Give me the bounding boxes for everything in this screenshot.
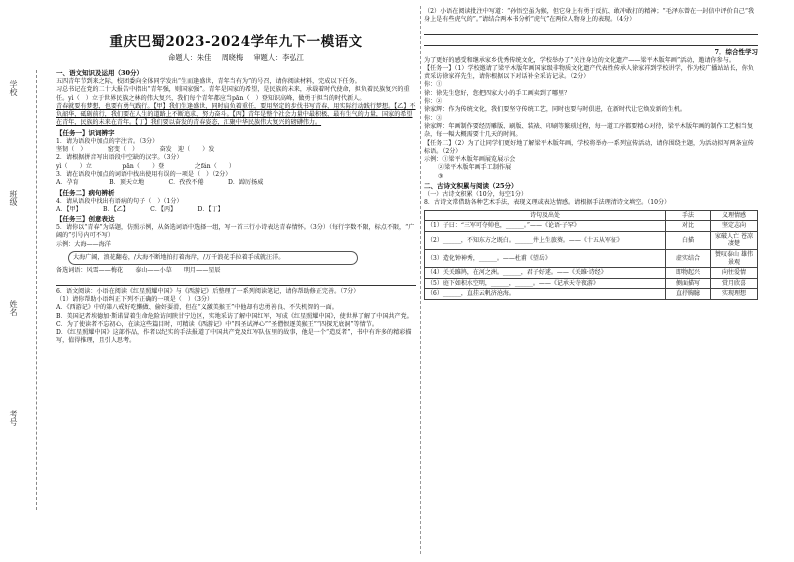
row-method: 对比	[666, 221, 711, 232]
q1: 1．请为语段中加点的字注音。（3分）	[56, 137, 159, 145]
row-feeling: 赞叹泰山 雄伟景观	[711, 250, 758, 268]
binding-strip	[6, 70, 42, 510]
binding-label-number: 考号	[9, 410, 18, 426]
table-row	[425, 231, 758, 249]
row-method: 白描	[666, 231, 711, 249]
q7-task2: 【任务二】（2）为了让同学们更好地了解梁平木版年画，学校将举办一系列宣传活动，请你围绕主题，为活动拟写两条宣传标语。（2分）	[424, 139, 754, 155]
dialog-xu-1: 徐：徐先生您好，您把四家大小的手工画卖到了哪里？	[424, 89, 571, 97]
table-row	[425, 289, 758, 300]
binding-label-name: 姓名	[9, 300, 18, 316]
q7-title: 7．综合性学习	[714, 47, 758, 56]
poem-table-header	[425, 210, 758, 221]
q6-option-d[interactable]: D．《红星照耀中国》这部作品，作者以纪实的手法报道了中国共产党及红军队伍里的故事，他是一个“造反者”，书中有许多的精彩描写，值得推理，且引人思考。	[56, 329, 412, 345]
intro-paragraph-3: 青春就要有梦想，也要有勇气践行。【甲】我们生逢盛世，同时肩负着重任，要用坚定的步伐书写青春，用实际行动践行梦想。【乙】不负韶华，砥砺前行，我们要在人生的道路上不断追求、努力奋斗。【丙】青年是整个社会力量中最积极、最有生气的力量，国家的希望在青年，民族的未来在青年。【丁】我们要以奋发的青春姿态，汇聚中华民族伟大复兴的磅礴伟力。	[56, 102, 416, 127]
task1-heading: 【任务一】识词辨字	[56, 128, 115, 137]
dialog-you-2[interactable]: 你：②	[424, 98, 443, 106]
answer-line-q6-1[interactable]	[424, 26, 758, 35]
answer-line-q6-2[interactable]	[424, 37, 758, 46]
section2-title: 二、古诗文积累与阅读（25分）	[424, 182, 518, 191]
row-text[interactable]: （2）______，不知东方之既白。______井上生旅葵。——《十五从军征》	[425, 231, 666, 249]
answer-line-q5[interactable]	[56, 277, 416, 286]
section1-title: 一、语文知识及运用（30分）	[56, 69, 144, 77]
header-method: 手法	[666, 210, 711, 221]
q3: 3．请在语段中加点的词语中找出使用有误的一项是（ ）（2分）	[56, 170, 232, 178]
dialog-you-1[interactable]: 你：①	[424, 81, 443, 89]
q2: 2．请根据拼音写出语段中空缺的汉字。（3分）	[56, 154, 183, 162]
example-label: 示例：大海——海洋	[56, 240, 111, 248]
row-feeling: 向往爱情	[711, 268, 758, 279]
row-text[interactable]: （1）子曰：“三军可夺帅也，______。”——《论语·子罕》	[425, 221, 666, 232]
slogan-example-intro: 示例：①梁平木版年画展览展示会	[424, 156, 516, 164]
slogan-example-2: ②梁平木版年画手工制作展	[438, 164, 512, 172]
row-text[interactable]: （3）造化钟神秀，______。——杜甫《望岳》	[425, 250, 666, 268]
section2-sub1: （一）古诗文积累（10分，每空1分）	[424, 191, 528, 199]
q2-options[interactable]: yì（ ）立 pān（ ）登 之fán（ ）	[56, 162, 236, 170]
left-column	[56, 8, 416, 346]
table-row	[425, 268, 758, 279]
row-text[interactable]: （4）关关雎鸠，在河之洲。______，君子好逑。——《关雎·诗经》	[425, 268, 666, 279]
author-1: 命题人：朱佳	[168, 53, 212, 62]
slogan-example-3[interactable]: ③	[438, 172, 444, 180]
row-method: 即物起兴	[666, 268, 711, 279]
row-text[interactable]: （5）庭下如积水空明，______，______。——《记承天寺夜游》	[425, 278, 666, 289]
binding-label-school: 学校	[9, 80, 18, 96]
row-method: 直抒胸臆	[666, 289, 711, 300]
q6-part1: （1）请你帮助小语纠正下列不正确的一项是（ ）（3分）	[56, 295, 214, 303]
q8: 8．古诗文常借助各种艺术手法，表现义理或表达情感。请根据手法理清诗文填空。（10分）	[424, 199, 671, 207]
table-row	[425, 221, 758, 232]
intro-paragraph-1: 五四青年节到来之际，校团委向全体同学发出“生而逢盛世，青年当有为”的号召，请你阅读材料，完成以下任务。	[56, 78, 361, 85]
column-divider	[420, 6, 421, 554]
q3-options[interactable]: A．孕育 B．顶天立地 C．孜孜不倦 D．踔厉扬威	[56, 179, 264, 187]
row-feeling: 坚定志向	[711, 221, 758, 232]
task2-heading: 【任务二】病句辨析	[56, 188, 115, 197]
q6-part2: （2）小语在阅读批注中写道：“孙悟空虽为猴，但它身上有勇于反抗、敢冲敢打的精神；“毛泽东曾在一封信中评价自己“我身上是有些虎气的”。”请结合两本书分析“虎气”在两位人物身上的表现。（4分）	[424, 8, 755, 24]
example-poem: 大海广阔，浪花翻卷，/大海不断地拍打着海岸，/万千浪花手拉着手成就汪洋。	[73, 254, 285, 262]
row-feeling: 实现理想	[711, 289, 758, 300]
option-words: 备选词语：风雪——梅花 泰山——小草 明月——星辰	[56, 267, 221, 275]
task3-heading: 【任务三】创意表达	[56, 215, 115, 224]
header-lines: 诗句及出处	[425, 210, 666, 221]
poem-table	[424, 210, 758, 300]
q4: 4．请从语段中找出有语病的句子（ ）（1分）	[56, 197, 183, 205]
authors-line	[56, 53, 416, 63]
q6-option-a[interactable]: A．《西游记》中的第八戒好吃懒做、偷奸耍滑，但在“义激美猴王”中他却有忠勇善良、不失机智的一面。	[56, 304, 338, 312]
dialog-xu-3: 徐家辉：年画制作要经历雕版、刷版、装裱、印刷等繁琐过程，每一道工序都要精心对待，梁平木版年画的制作工艺相当复杂，每一幅大概需要十几天的时间。	[424, 122, 754, 139]
dialog-you-3[interactable]: 你：③	[424, 114, 443, 122]
binding-label-class: 班级	[9, 190, 18, 206]
row-feeling: 家破人亡 苍凉凄楚	[711, 231, 758, 249]
q7-task1: 【任务一】（1）学校邀请了梁平木版年画国家级非物质文化遗产代表性传承人徐家祥到学校讲学，作为校广播站站长，你负责采访徐家祥先生，请你根据以下对话补全采访记录。（2分）	[424, 64, 754, 81]
q6-option-b[interactable]: B．美国记者埃德加·斯诺冒着生命危险访问陕甘宁边区，实地采访了解中国红军，写成《红星照耀中国》，使世界了解了中国共产党。	[56, 312, 413, 320]
intro-paragraph-2: 习总书记在党的二十大报告中指出“青年强，则国家强”。青年是国家的希望，是民族的未来，承载着时代使命，担负着民族复兴的重任。yì（ ）立于世界民族之林的伟大复兴，我们每个青年都应当pān（ ）登知识高峰，做勇于担当的时代新人。	[56, 86, 410, 102]
example-poem-box	[68, 251, 358, 265]
q5: 5．请你以“青春”为话题，仿照示例，从备选词语中选择一组，写一首三行小诗表达青春情怀。（3分）（每行字数不限，标点不限，“广阔的”引号内可不写）	[56, 224, 415, 240]
q7-intro: 为了更好的感受和继承家乡优秀传统文化，学校举办了“关注身边的文化遗产——梁平木版年画”活动，邀请你参与。	[424, 56, 735, 64]
table-row	[425, 250, 758, 268]
row-method: 侧面描写	[666, 278, 711, 289]
right-column	[424, 8, 758, 300]
reviewer: 审题人：李弘江	[253, 53, 304, 62]
header-feeling: 义理情感	[711, 210, 758, 221]
binding-dashed-line	[36, 70, 37, 510]
q6-option-c[interactable]: C．为了使读者不忘初心，在读这些篇目时，可精读《西游记》中“四圣试禅心”“圣僧恨逐美猴王”“四探无底洞”等情节。	[56, 320, 378, 328]
author-2: 周晓梅	[221, 53, 244, 62]
table-row	[425, 278, 758, 289]
q4-options[interactable]: A．【甲】 B．【乙】 C．【丙】 D．【丁】	[56, 205, 224, 213]
row-feeling: 赏月欣喜	[711, 278, 758, 289]
page-title: 重庆巴蜀2023-2024学年九下一模语文	[109, 34, 363, 50]
dialog-xu-2: 徐家辉：作为传统文化，我们要坚守传统工艺，同时也要与时俱进，在新时代让它焕发新的生机。	[424, 106, 687, 114]
row-method: 虚实结合	[666, 250, 711, 268]
q6: 6．语文阅读：小语在阅读《红星照耀中国》与《西游记》后整理了一系列阅读笔记，请你帮助修正完善。（7分）	[56, 287, 360, 295]
row-text[interactable]: （6）______，直挂云帆济沧海。	[425, 289, 666, 300]
q1-options[interactable]: 坚韧（ ） 窑变（ ） 奋发 迎（ ）发	[56, 146, 215, 154]
